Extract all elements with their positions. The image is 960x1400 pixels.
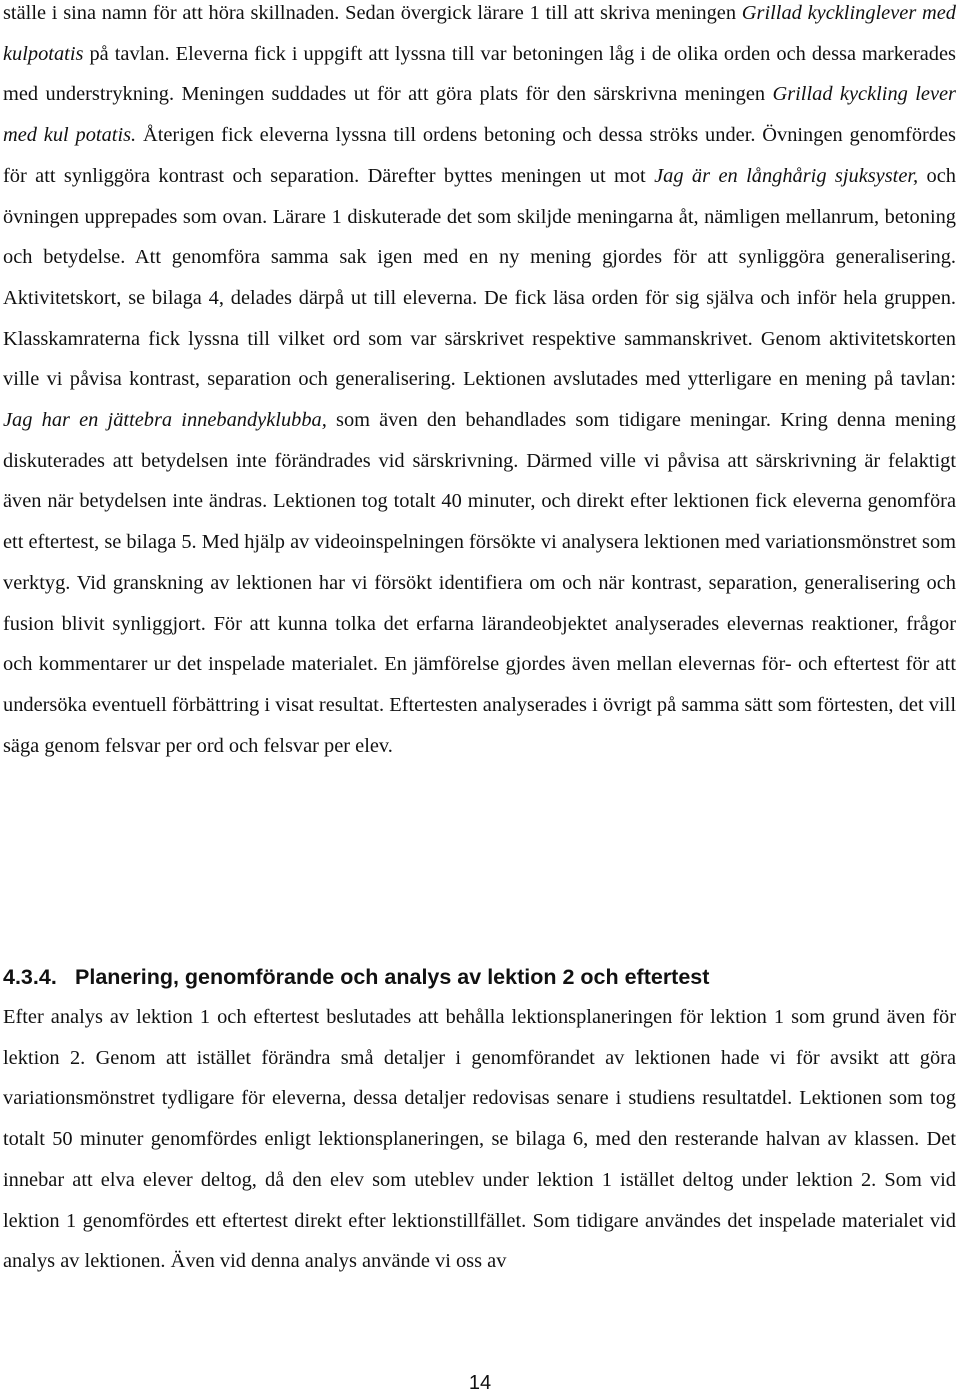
text-run: och övningen upprepades som ovan. Lärare 1 diskuterade det som skiljde meningarna åt, nämligen mellanrum, betoning och betydelse. Att genomföra samma sak igen med en ny mening gjordes för att synliggöra generalisering. Aktivitetskort, se bilaga 4, delades därpå ut till eleverna. De fick läsa orden för sig själva och inför hela gruppen. Klasskamraterna fick lyssna till vilket ord som var särskrivet respektive sammanskrivet. Genom aktivitetskorten ville vi påvisa kontrast, separation och generalisering. Lektionen avslutades med ytterligare en mening på tavlan: [3,164,956,391]
page-number: 14 [468,1372,492,1394]
example-sentence: Jag har en jättebra innebandyklubba, [3,409,327,432]
text-run: Återigen fick eleverna lyssna till ordens betoning och dessa ströks under. Övningen genomfördes för att synliggöra kontrast och separation. Därefter byttes meningen ut mot [3,124,956,187]
section-heading [3,958,956,996]
example-sentence: Jag är en långhårig sjuksyster, [654,164,919,187]
body-paragraph-lesson-1 [3,0,956,766]
text-run: Efter analys av lektion 1 och eftertest beslutades att behålla lektionsplaneringen för lektion 1 som grund även för lektion 2. Genom att istället förändra små detaljer i genomförandet av lektionen hade vi för avsikt att göra variationsmönstret tydligare för eleverna, dessa detaljer redovisas senare i studiens resultatdel. Lektionen som tog totalt 50 minuter genomfördes enligt lektionsplaneringen, se bilaga 6, med den resterande halvan av klassen. Det innebar att elva elever deltog, då den elev som uteblev under lektion 1 istället deltog under lektion 2. Som vid lektion 1 genomfördes ett eftertest direkt efter lektionstillfället. Som tidigare användes det inspelade materialet vid analys av lektionen. Även vid denna analys använde vi oss av [3,1006,956,1273]
example-sentence: Grillad kycklinglever med kulpotatis [3,2,956,65]
text-run: på tavlan. Eleverna fick i uppgift att lyssna till var betoningen låg i de olika orden och dessa markerades med understrykning. Meningen suddades ut för att göra plats för den särskrivna meningen [3,42,956,106]
section-number: 4.3.4. [3,965,57,989]
example-sentence: Grillad kyckling lever med kul potatis. [3,83,956,147]
text-run: ställe i sina namn för att höra skillnaden. Sedan övergick lärare 1 till att skriva meningen [3,2,742,24]
body-paragraph-lesson-2 [3,997,956,1282]
section-title: Planering, genomförande och analys av lektion 2 och eftertest [75,965,710,989]
text-run: som även den behandlades som tidigare meningar. Kring denna mening diskuterades att betydelsen inte förändrades vid särskrivning. Därmed ville vi påvisa att särskrivning är felaktigt även när betydelsen inte ändras. Lektionen tog totalt 40 minuter, och direkt efter lektionen fick eleverna genomföra ett eftertest, se bilaga 5. Med hjälp av videoinspelningen försökte vi analysera lektionen med variationsmönstret som verktyg. Vid granskning av lektionen har vi försökt identifiera om och när kontrast, separation, generalisering och fusion blivit synliggjort. För att kunna tolka det erfarna lärandeobjektet analyserades elevernas reaktioner, frågor och kommentarer ur det inspelade materialet. En jämförelse gjordes även mellan elevernas för- och eftertest för att undersöka eventuell förbättring i visat resultat. Eftertesten analyserades i övrigt på samma sätt som förtesten, det vill säga genom felsvar per ord och felsvar per elev. [3,409,957,757]
